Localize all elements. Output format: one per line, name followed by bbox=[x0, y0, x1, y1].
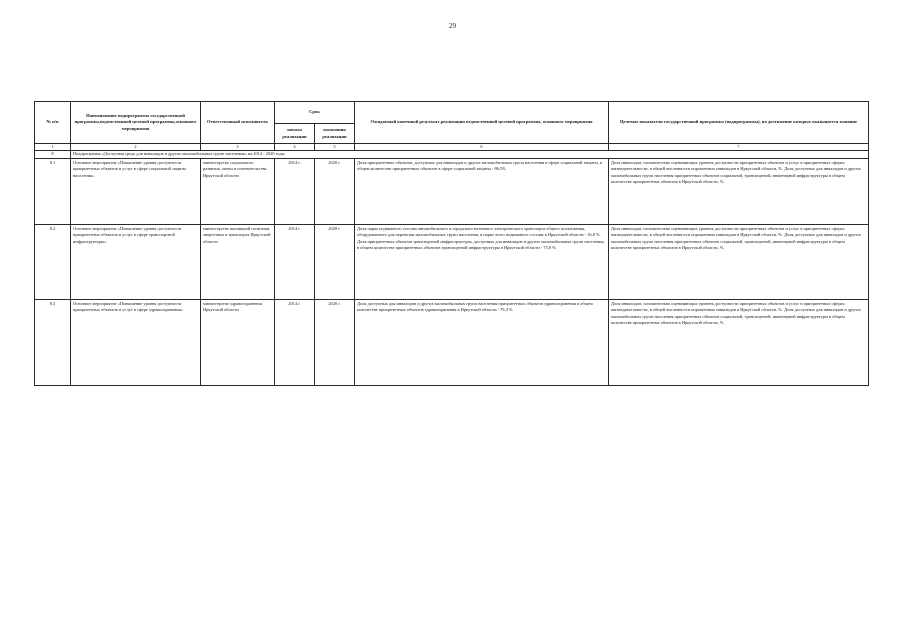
column-number: 3 bbox=[201, 144, 275, 151]
row-indicators: Доля инвалидов, положительно оценивающих уровень доступности приоритетных объектов и услуг в приоритетных сферах жизнедеятельности, в общей численности опрошенных инвалидов в Иркутской области, %. Доля доступных для инвалидов и других маломобильных групп населения приоритетных объектов социальной, транспортной, инженерной инфраструктуры в общем количестве приоритетных объектов в Иркутской области, % bbox=[609, 224, 869, 299]
column-number: 5 bbox=[315, 144, 355, 151]
row-indicators: Доля инвалидов, положительно оценивающих уровень доступности приоритетных объектов и услуг в приоритетных сферах жизнедеятельности, в общей численности опрошенных инвалидов в Иркутской области, %. Доля доступных для инвалидов и других маломобильных групп населения приоритетных объектов социальной, транспортной, инженерной инфраструктуры в общем количестве приоритетных объектов в Иркутской области, % bbox=[609, 158, 869, 224]
table-row bbox=[35, 158, 869, 224]
header-start: начала реализации bbox=[275, 124, 315, 144]
header-num: № п/п bbox=[35, 102, 71, 144]
row-number: 8.3 bbox=[35, 299, 71, 385]
row-executor: министерство социального развития, опеки и попечительства Иркутской области bbox=[201, 158, 275, 224]
row-result: Доля парка подвижного состава автомобильного и городского наземного электрического транспорта общего пользования, оборудованного для перевозки маломобильных групп населения, в парке этого подвижного состава в Иркутской области - 16,8 %. Доля приоритетных объектов транспортной инфраструктуры, доступных для инвалидов и других маломобильных групп населения, в общем количестве приоритетных объектов транспортной инфраструктуры в Иркутской области - 75,8 % bbox=[355, 224, 609, 299]
row-name: Основное мероприятие «Повышение уровня доступности приоритетных объектов и услуг в сфере социальной защиты населения» bbox=[71, 158, 201, 224]
row-start: 2014 г. bbox=[275, 224, 315, 299]
header-end: окончания реализации bbox=[315, 124, 355, 144]
header-term: Срок bbox=[275, 102, 355, 124]
program-table bbox=[34, 101, 869, 386]
column-number: 6 bbox=[355, 144, 609, 151]
column-number: 1 bbox=[35, 144, 71, 151]
row-start: 2014 г. bbox=[275, 299, 315, 385]
row-name: Основное мероприятие «Повышение уровня доступности приоритетных объектов и услуг в сфере транспортной инфраструктуры» bbox=[71, 224, 201, 299]
row-result: Доля доступных для инвалидов и других маломобильных групп населения приоритетных объектов здравоохранения в общем количестве приоритетных объектов здравоохранения в Иркутской области - 79,4 % bbox=[355, 299, 609, 385]
row-end: 2020 г. bbox=[315, 158, 355, 224]
row-executor: министерство жилищной политики, энергетики и транспорта Иркутской области bbox=[201, 224, 275, 299]
header-indicators: Целевые показатели государственной программы (подпрограммы), на достижение которых оказывается влияние bbox=[609, 102, 869, 144]
header-executor: Ответственный исполнитель bbox=[201, 102, 275, 144]
section-title: Подпрограмма «Доступная среда для инвалидов и других маломобильных групп населения» на 2014 - 2020 годы bbox=[71, 151, 869, 158]
table-row bbox=[35, 224, 869, 299]
row-end: 2020 г. bbox=[315, 299, 355, 385]
section-number: 8 bbox=[35, 151, 71, 158]
header-name: Наименование подпрограммы государственной программы,ведомственной целевой программы,основного мероприятия bbox=[71, 102, 201, 144]
row-name: Основное мероприятие «Повышение уровня доступности приоритетных объектов и услуг в сфере здравоохранения» bbox=[71, 299, 201, 385]
row-indicators: Доля инвалидов, положительно оценивающих уровень доступности приоритетных объектов и услуг в приоритетных сферах жизнедеятельности, в общей численности опрошенных инвалидов в Иркутской области, %. Доля доступных для инвалидов и других маломобильных групп населения приоритетных объектов социальной, транспортной, инженерной инфраструктуры в общем количестве приоритетных объектов в Иркутской области, % bbox=[609, 299, 869, 385]
row-number: 8.2 bbox=[35, 224, 71, 299]
column-number: 4 bbox=[275, 144, 315, 151]
row-number: 8.1 bbox=[35, 158, 71, 224]
column-number: 7 bbox=[609, 144, 869, 151]
row-start: 2014 г. bbox=[275, 158, 315, 224]
row-executor: министерство здравоохранения Иркутской области bbox=[201, 299, 275, 385]
table-row bbox=[35, 299, 869, 385]
column-number: 2 bbox=[71, 144, 201, 151]
row-end: 2020 г. bbox=[315, 224, 355, 299]
page-number: 29 bbox=[449, 22, 456, 30]
header-result: Ожидаемый конечный результат реализации ведомственной целевой программы, основного мероприятия bbox=[355, 102, 609, 144]
row-result: Доля приоритетных объектов, доступных для инвалидов и других маломобильных групп населения в сфере социальной защиты, в общем количестве приоритетных объектов в сфере социальной защиты - 86,5% bbox=[355, 158, 609, 224]
